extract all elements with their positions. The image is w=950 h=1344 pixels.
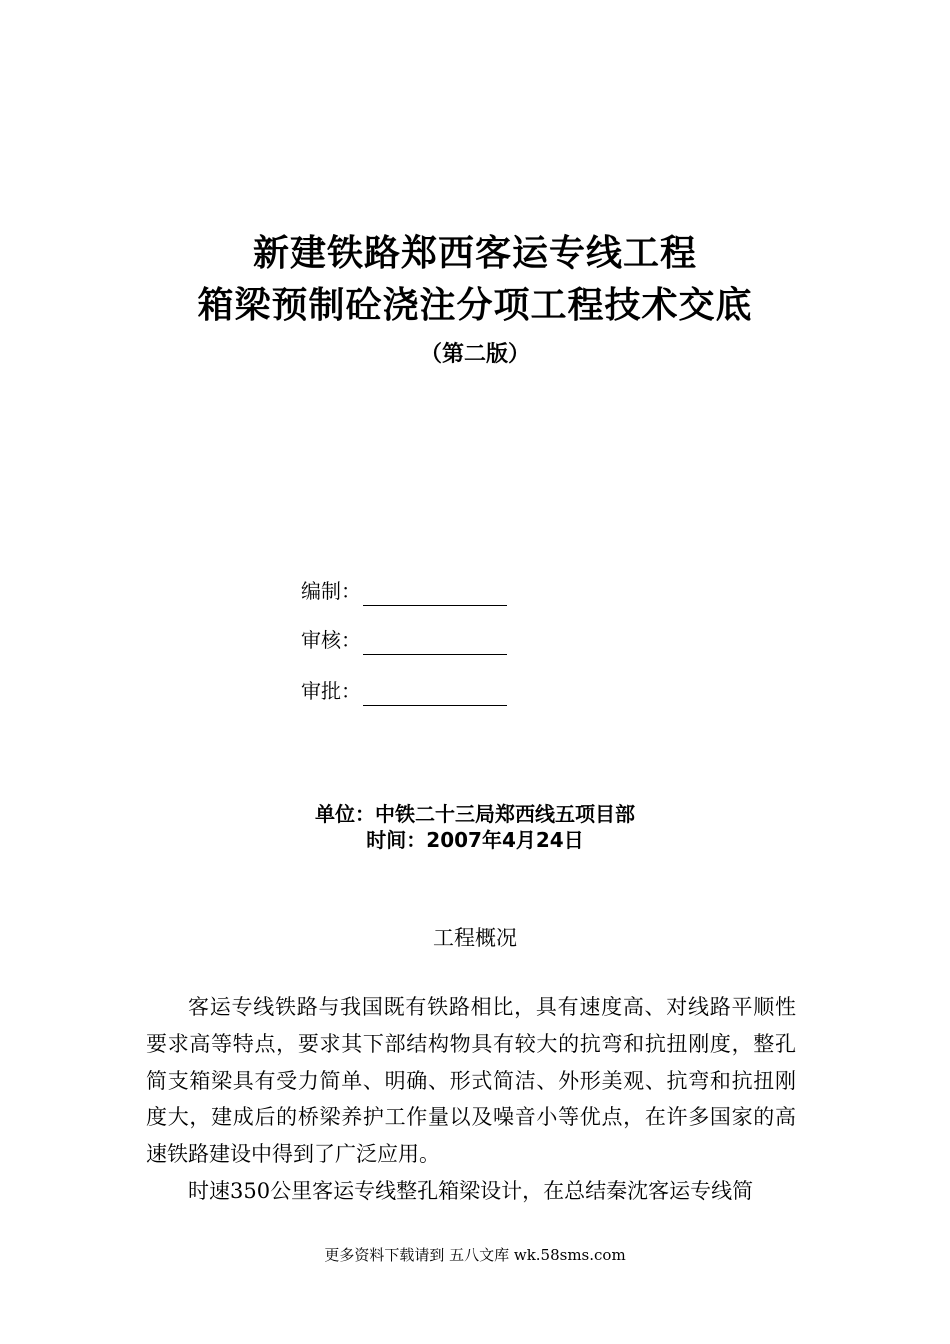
signature-row-approve [301,676,507,706]
signature-line-compile [363,583,507,606]
edition-label: （第二版） [419,342,530,367]
section-heading: 工程概况 [433,926,517,950]
signature-label-approve: 审批： [301,679,361,703]
signature-label-compile: 编制： [301,579,361,603]
organization-date: 时间：2007年4月24日 [366,828,584,852]
organization-unit: 单位：中铁二十三局郑西线五项目部 [315,802,635,826]
footer-note: 更多资料下载请到 五八文库 wk.58sms.com [324,1246,626,1264]
body-paragraph: 客运专线铁路与我国既有铁路相比，具有速度高、对线路平顺性要求高等特点，要求其下部结构物具有较大的抗弯和抗扭刚度，整孔简支箱梁具有受力简单、明确、形式简洁、外形美观、抗弯和抗扭刚度大，建成后的桥梁养护工作量以及噪音小等优点，在许多国家的高速铁路建设中得到了广泛应用。 [146,995,796,1167]
document-title-line-2: 箱梁预制砼浇注分项工程技术交底 [197,285,753,326]
signature-row-compile [301,576,507,606]
document-title-line-1: 新建铁路郑西客运专线工程 [252,233,697,274]
signature-line-review [363,632,507,655]
signature-row-review [301,625,507,655]
signature-label-review: 审核： [301,628,361,652]
body-paragraph: 时速350公里客运专线整孔箱梁设计，在总结秦沈客运专线简 [188,1179,754,1203]
signature-line-approve [363,683,507,706]
